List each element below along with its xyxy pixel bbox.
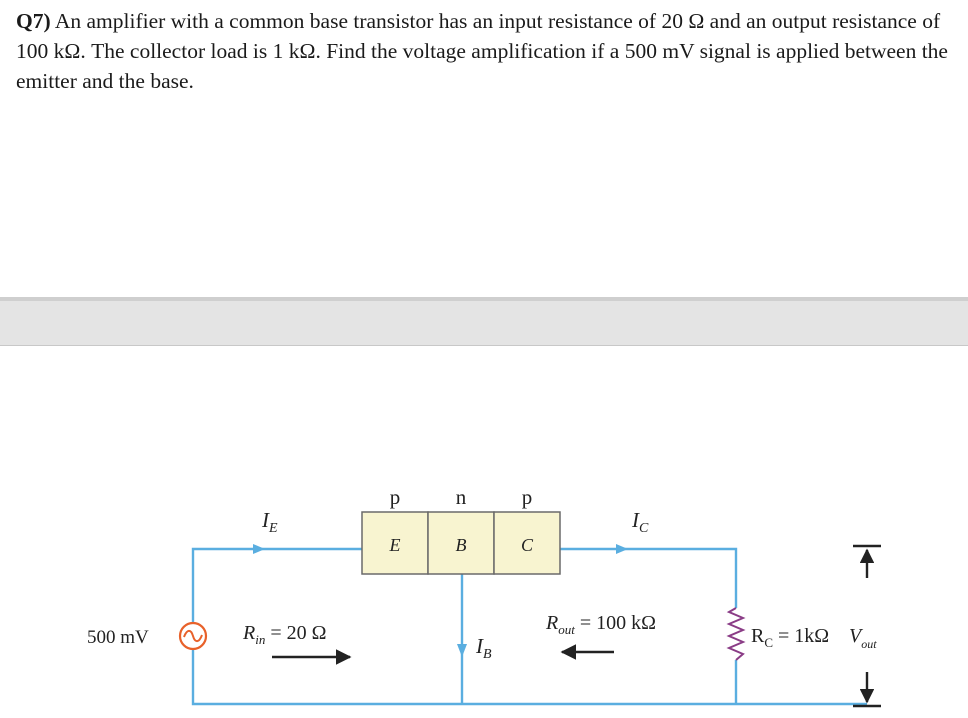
ie-label: $I_E$: [262, 508, 278, 536]
source-voltage-label: 500 mV: [87, 627, 149, 648]
rin-label: $R_{in} = 20$ Ω: [243, 622, 327, 647]
circuit-diagram: [0, 346, 968, 718]
divider-band: [0, 301, 968, 345]
ib-label: $I_B$: [476, 634, 492, 662]
base-current-arrowhead: [457, 644, 467, 657]
rc-label: $R_C = 1k\Omega$: [751, 625, 830, 650]
type-label-collector: p: [521, 485, 533, 509]
region-label-emitter: E: [389, 535, 401, 555]
type-label-base: n: [455, 485, 467, 509]
region-label-base: B: [455, 535, 467, 555]
question-body: An amplifier with a common base transistor has an input resistance of 20 Ω and an output resistance of 100 kΩ. The collector load is 1 kΩ. Find the voltage amplification if a 500 mV signal is applied between the emitter and the base.: [16, 9, 948, 93]
wire-collector-loop: [560, 549, 736, 608]
question-number: Q7): [16, 9, 51, 33]
ac-source-icon: [180, 623, 206, 649]
rout-label: $R_{out} = 100$ kΩ: [546, 612, 656, 637]
collector-current-arrowhead: [616, 544, 628, 554]
ic-label: $I_C$: [632, 508, 649, 536]
load-resistor-icon: [729, 608, 743, 660]
emitter-current-arrowhead: [253, 544, 265, 554]
question-text: [16, 6, 956, 96]
wire-emitter-loop: [193, 549, 362, 623]
vout-label: $V_{out}$: [849, 625, 877, 651]
type-label-emitter: p: [389, 485, 401, 509]
region-label-collector: C: [520, 535, 534, 555]
